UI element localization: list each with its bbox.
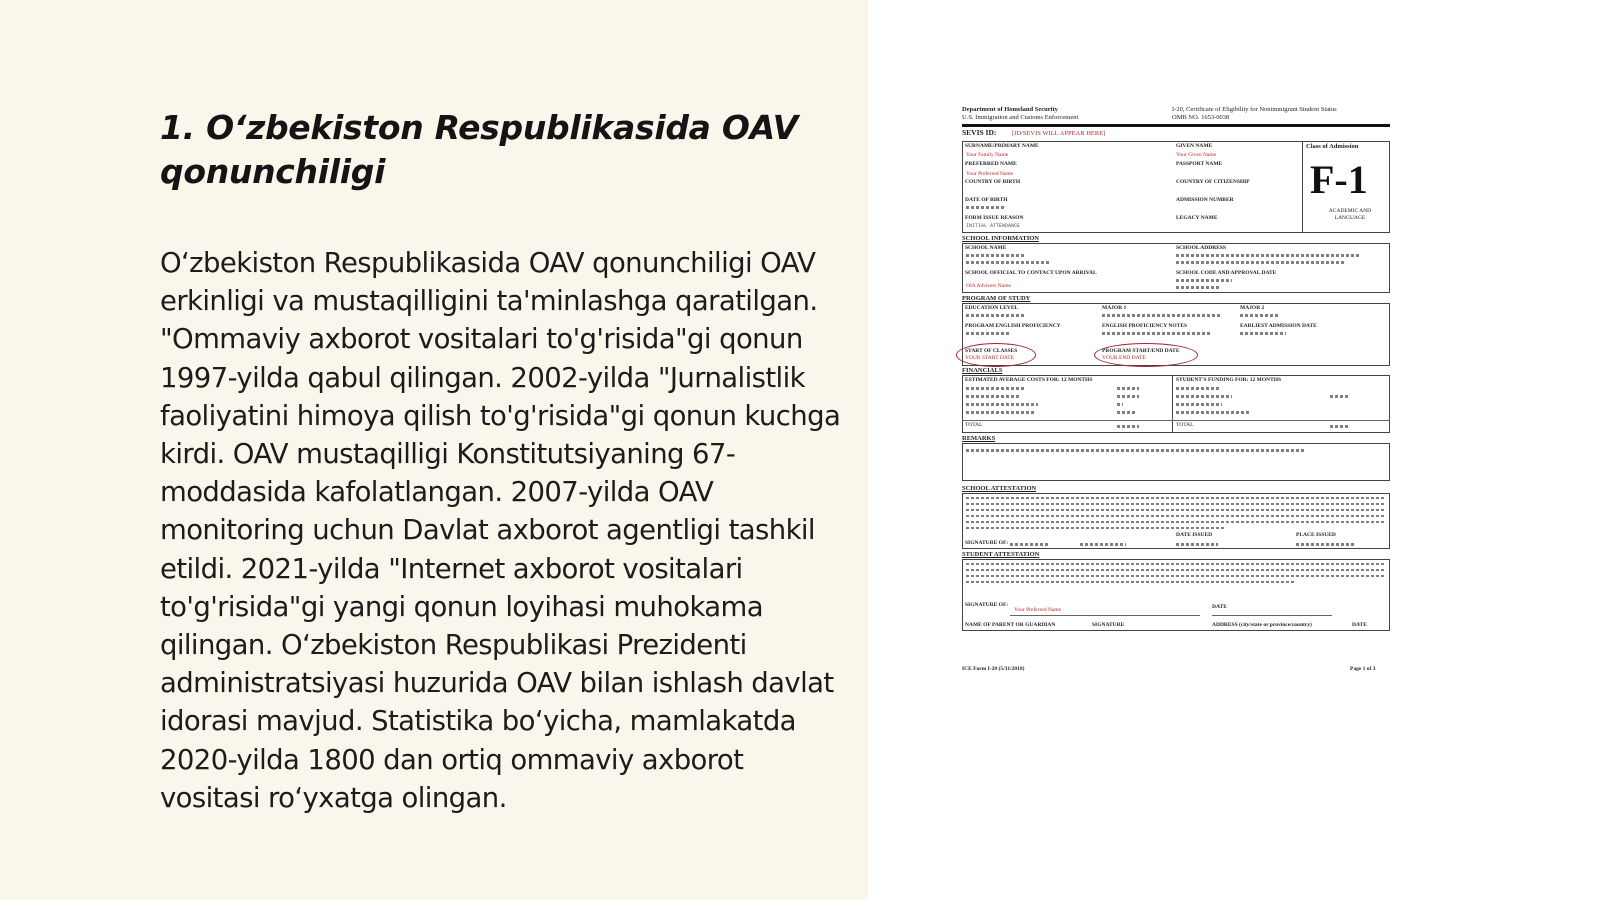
form-reason-label: FORM ISSUE REASON: [965, 215, 1024, 221]
attest-line-2: [966, 503, 1384, 505]
school-attestation-heading: SCHOOL ATTESTATION: [962, 485, 1037, 492]
school-signature-value: [1010, 543, 1050, 546]
fund-row-2: [1176, 395, 1232, 398]
student-signature-line: [1010, 615, 1200, 616]
surname-label: SURNAME/PRIMARY NAME: [965, 143, 1039, 149]
legacy-name-label: LEGACY NAME: [1176, 215, 1218, 221]
date-issued-label: DATE ISSUED: [1176, 532, 1213, 538]
financials-heading: FINANCIALS: [962, 367, 1003, 374]
major2-value: [1240, 314, 1280, 317]
class-subtitle: ACADEMIC AND LANGUAGE: [1328, 208, 1372, 221]
student-attest-line-2: [966, 569, 1384, 571]
student-signature-label: SIGNATURE OF:: [965, 602, 1009, 608]
form-footer: ICE Form I-20 (5/31/2018): [962, 666, 1025, 672]
preferred-name-value: Your Preferred Name: [966, 171, 1014, 177]
major2-label: MAJOR 2: [1240, 305, 1265, 311]
program-heading: PROGRAM OF STUDY: [962, 295, 1031, 302]
sevis-value: [ID/SEVIS WILL APPEAR HERE]: [1012, 130, 1106, 137]
fund-total-amount: [1330, 425, 1350, 428]
parent-name-label: NAME OF PARENT OR GUARDIAN: [965, 622, 1056, 628]
cost-row-2: [966, 395, 1020, 398]
passport-name-label: PASSPORT NAME: [1176, 161, 1223, 167]
fund-total-label: TOTAL: [1176, 422, 1194, 428]
attest-line-4: [966, 515, 1384, 517]
financials-divider: [1172, 375, 1173, 433]
parent-date-label: DATE: [1352, 622, 1367, 628]
cost-amount-1: [1117, 387, 1139, 390]
page-number: Page 1 of 3: [1350, 666, 1376, 672]
dhs-header: Department of Homeland Security: [962, 106, 1058, 113]
birth-country-label: COUNTRY OF BIRTH: [965, 179, 1021, 185]
remarks-text: [966, 449, 1306, 452]
remarks-heading: REMARKS: [962, 435, 996, 442]
school-code-line-2: [1176, 286, 1220, 289]
cost-row-1: [966, 387, 1026, 390]
school-address-label: SCHOOL ADDRESS: [1176, 245, 1226, 251]
attest-line-6: [966, 527, 1226, 529]
major1-value: [1102, 314, 1220, 317]
english-proficiency-label: PROGRAM ENGLISH PROFICIENCY: [965, 323, 1061, 329]
start-classes-value: YOUR START DATE: [965, 355, 1014, 361]
header-rule: [962, 124, 1390, 127]
funding-label: STUDENT'S FUNDING FOR: 12 MONTHS: [1176, 377, 1282, 383]
form-title: I-20, Certificate of Eligibility for Nonimmigrant Student Status: [1172, 106, 1337, 113]
program-dates-value: YOUR END DATE: [1102, 355, 1146, 361]
school-official-title: [1080, 543, 1126, 546]
costs-label: ESTIMATED AVERAGE COSTS FOR: 12 MONTHS: [965, 377, 1093, 383]
student-attest-line-4: [966, 581, 1296, 583]
student-date-label: DATE: [1212, 604, 1227, 610]
attest-line-1: [966, 497, 1384, 499]
english-proficiency-value: [966, 332, 1010, 335]
form-reason-value: INITIAL ATTENDANCE: [966, 223, 1021, 229]
start-classes-label: START OF CLASSES: [965, 348, 1018, 354]
english-notes-value: [1102, 332, 1212, 335]
admission-number-label: ADMISSION NUMBER: [1176, 197, 1234, 203]
fund-row-4: [1176, 411, 1250, 414]
student-date-line: [1212, 615, 1332, 616]
surname-value: Your Family Name: [966, 152, 1009, 158]
preferred-name-label: PREFERRED NAME: [965, 161, 1017, 167]
omb-number: OMB NO. 1653-0038: [1172, 114, 1230, 121]
class-divider: [1302, 141, 1303, 233]
place-issued-label: PLACE ISSUED: [1296, 532, 1336, 538]
cost-amount-3: [1117, 403, 1123, 406]
attest-line-3: [966, 509, 1384, 511]
school-signature-label: SIGNATURE OF:: [965, 540, 1009, 546]
cost-total-amount: [1117, 425, 1139, 428]
school-address-line-2: [1176, 261, 1346, 264]
class-value: F-1: [1310, 157, 1368, 202]
school-address-line-1: [1176, 254, 1360, 257]
total-rule: [962, 420, 1390, 421]
fund-row-1: [1176, 387, 1220, 390]
cost-row-3: [966, 403, 1038, 406]
place-issued-value: [1296, 543, 1356, 546]
student-attest-line-1: [966, 563, 1384, 565]
program-dates-label: PROGRAM START/END DATE: [1102, 348, 1180, 354]
school-code-line-1: [1176, 279, 1232, 282]
student-signature-value: Your Preferred Name: [1014, 607, 1062, 613]
i20-form-image: [962, 104, 1390, 694]
class-label: Class of Admission: [1306, 143, 1359, 150]
given-name-label: GIVEN NAME: [1176, 143, 1213, 149]
earliest-admission-label: EARLIEST ADMISSION DATE: [1240, 323, 1317, 329]
education-level-label: EDUCATION LEVEL: [965, 305, 1019, 311]
student-attest-line-3: [966, 575, 1384, 577]
school-name-label: SCHOOL NAME: [965, 245, 1007, 251]
fund-amount-2: [1330, 395, 1350, 398]
parent-signature-label: SIGNATURE: [1092, 622, 1125, 628]
attest-line-5: [966, 521, 1384, 523]
dob-label: DATE OF BIRTH: [965, 197, 1008, 203]
slide-body-text: O‘zbekiston Respublikasida OAV qonunchiligi OAV erkinligi va mustaqilligini ta'minlashga qaratilgan. "Ommaviy axborot vositalari to'g'risida"gi qonun 1997-yilda qabul qilingan. 2002-yilda "Jurnalistlik faoliyatini himoya qilish to'g'risida"gi qonun kuchga kirdi. OAV mustaqilligi Konstitutsiyaning 67-moddasida kafolatlangan. 2007-yilda OAV monitoring uchun Davlat axborot agentligi tashkil etildi. 2021-yilda "Internet axborot vositalari to'g'risida"gi yangi qonun loyihasi muhokama qilingan. O‘zbekiston Respublikasi Prezidenti administratsiyasi huzurida OAV bilan ishlash davlat idorasi mavjud. Statistika bo‘yicha, mamlakatda 2020-yilda 1800 dan ortiq ommaviy axborot vositasi ro‘yxatga olingan.: [160, 247, 841, 814]
earliest-admission-value: [1240, 332, 1286, 335]
fund-row-3: [1176, 403, 1222, 406]
english-notes-label: ENGLISH PROFICIENCY NOTES: [1102, 323, 1188, 329]
major1-label: MAJOR 1: [1102, 305, 1127, 311]
citizenship-label: COUNTRY OF CITIZENSHIP: [1176, 179, 1250, 185]
school-official-label: SCHOOL OFFICIAL TO CONTACT UPON ARRIVAL: [965, 270, 1097, 276]
cost-amount-2: [1117, 395, 1139, 398]
school-code-label: SCHOOL CODE AND APPROVAL DATE: [1176, 270, 1277, 276]
school-info-heading: SCHOOL INFORMATION: [962, 235, 1039, 242]
parent-address-label: ADDRESS (city/state or province/country): [1212, 622, 1312, 628]
slide-title: 1. O‘zbekiston Respublikasida OAV qonunchiligi: [160, 108, 798, 191]
student-attestation-heading: STUDENT ATTESTATION: [962, 551, 1040, 558]
date-issued-value: [1176, 543, 1218, 546]
cost-amount-4: [1117, 411, 1137, 414]
dob-value: [966, 206, 1004, 209]
ice-header: U.S. Immigration and Customs Enforcement: [962, 114, 1079, 121]
education-level-value: [966, 314, 1026, 317]
school-name-line-1: [966, 254, 1026, 257]
sevis-label: SEVIS ID:: [962, 128, 997, 137]
cost-total-label: TOTAL: [965, 422, 983, 428]
cost-row-4: [966, 411, 1036, 414]
school-official-value: OIA Advisors Name: [966, 283, 1011, 289]
school-name-line-2: [966, 261, 1050, 264]
given-name-value: Your Given Name: [1176, 152, 1217, 158]
